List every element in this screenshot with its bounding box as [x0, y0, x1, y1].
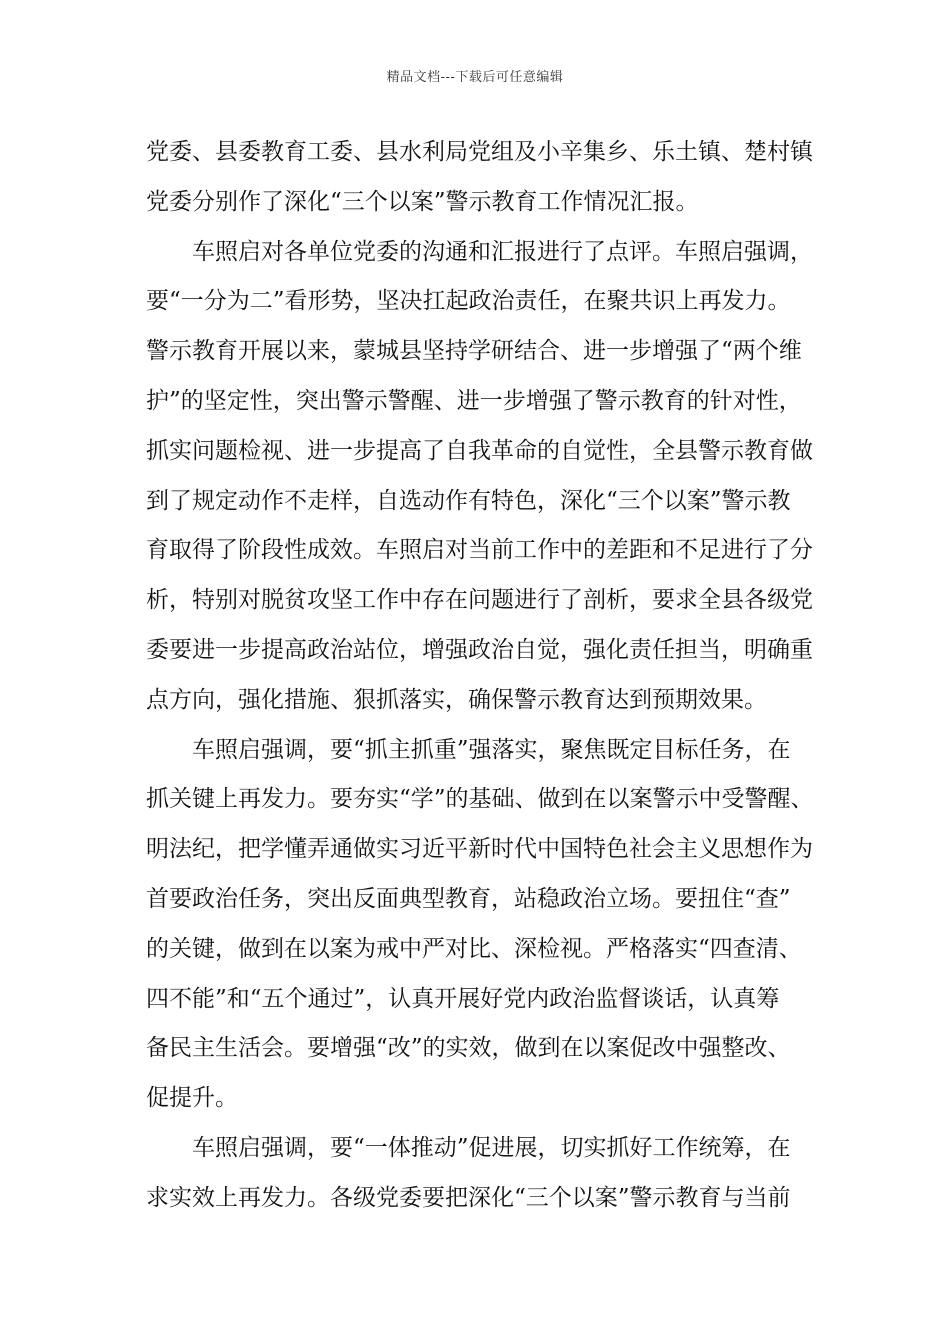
page-header: 精品文档---下载后可任意编辑: [386, 70, 564, 85]
text-line: 明法纪，把学懂弄通做实习近平新时代中国特色社会主义思想作为: [146, 836, 813, 863]
text-line: 育取得了阶段性成效。车照启对当前工作中的差距和不足进行了分: [146, 537, 813, 564]
text-line: 促提升。: [146, 1085, 238, 1112]
text-line: 要“一分为二”看形势，坚决扛起政治责任，在聚共识上再发力。: [146, 288, 791, 315]
text-line: 警示教育开展以来，蒙城县坚持学研结合、进一步增强了“两个维: [146, 338, 802, 365]
text-line: 四不能”和“五个通过”，认真开展好党内政治监督谈话，认真筹: [146, 985, 780, 1012]
text-line: 求实效上再发力。各级党委要把深化“三个以案”警示教育与当前: [146, 1184, 791, 1211]
text-line: 点方向，强化措施、狠抓落实，确保警示教育达到预期效果。: [146, 686, 767, 713]
text-line: 车照启强调，要“一体推动”促进展，切实抓好工作统筹，在: [192, 1134, 791, 1161]
text-line: 车照启对各单位党委的沟通和汇报进行了点评。车照启强调，: [192, 238, 813, 265]
text-line: 护”的坚定性，突出警示警醒、进一步增强了警示教育的针对性，: [146, 387, 802, 414]
text-line: 抓实问题检视、进一步提高了自我革命的自觉性，全县警示教育做: [146, 437, 813, 464]
text-line: 委要进一步提高政治站位，增强政治自觉，强化责任担当，明确重: [146, 636, 813, 663]
text-line: 党委、县委教育工委、县水利局党组及小辛集乡、乐土镇、楚村镇: [146, 139, 813, 165]
text-line: 车照启强调，要“抓主抓重”强落实，聚焦既定目标任务，在: [192, 736, 791, 763]
document-body: [146, 133, 846, 1229]
text-line: 首要政治任务，突出反面典型教育，站稳政治立场。要扭住“查”: [146, 885, 791, 912]
text-line: 析，特别对脱贫攻坚工作中存在问题进行了剖析，要求全县各级党: [146, 587, 813, 614]
text-line: 党委分别作了深化“三个以案”警示教育工作情况汇报。: [146, 188, 699, 215]
text-line: 的关键，做到在以案为戒中严对比、深检视。严格落实“四查清、: [146, 935, 802, 962]
text-line: 到了规定动作不走样，自选动作有特色，深化“三个以案”警示教: [146, 487, 791, 514]
text-line: 抓关键上再发力。要夯实“学”的基础、做到在以案警示中受警醒、: [146, 786, 814, 813]
text-line: 备民主生活会。要增强“改”的实效，做到在以案促改中强整改、: [146, 1035, 791, 1062]
